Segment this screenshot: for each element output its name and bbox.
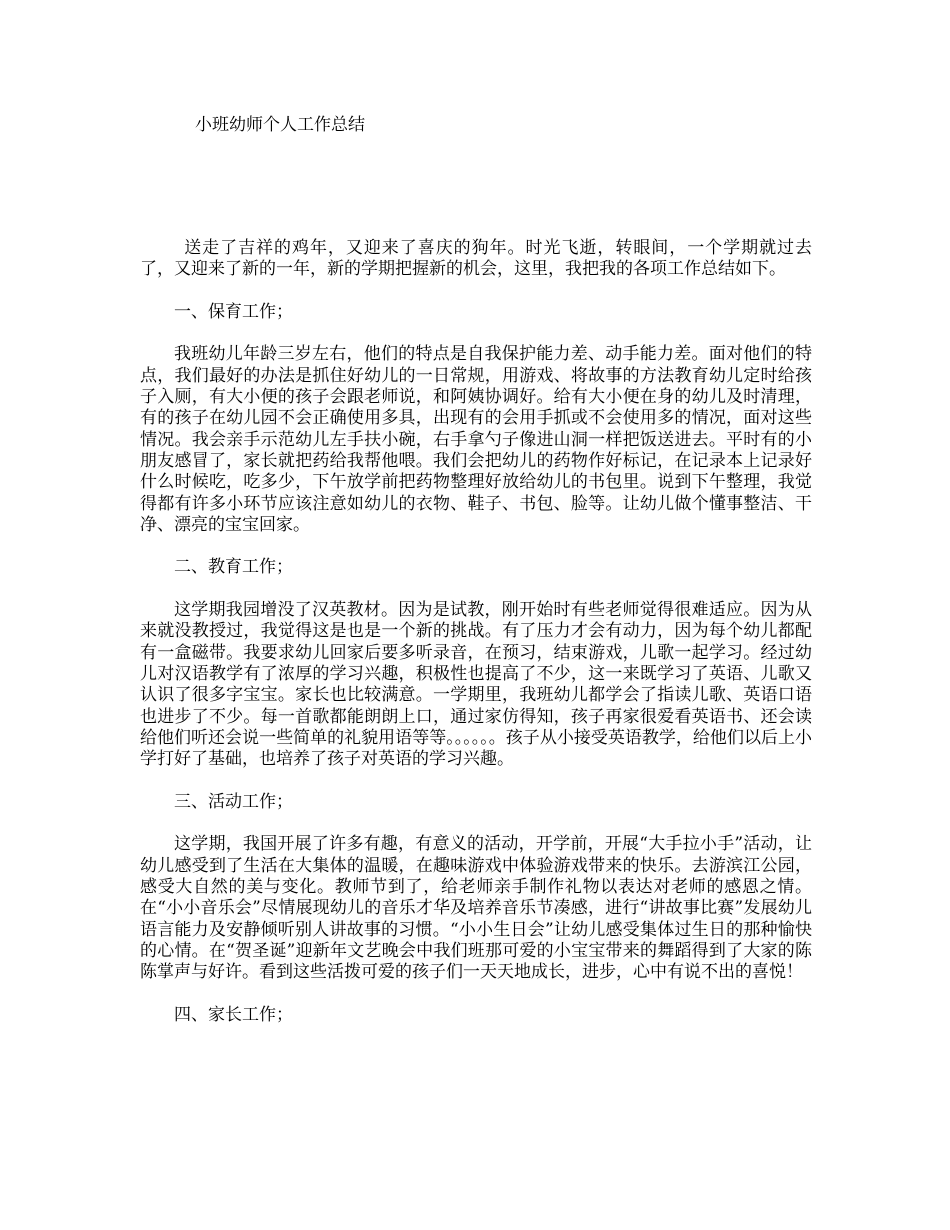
section-body-activities: 这学期，我国开展了许多有趣，有意义的活动，开学前，开展“大手拉小手”活动，让幼儿感受到了生活在大集体的温暖，在趣味游戏中体验游戏带来的快乐。去游滨江公园，感受大自然的美与变化。教师节到了，给老师亲手制作礼物以表达对老师的感恩之情。在“小小音乐会”尽情展现幼儿的音乐才华及培养音乐节凑感，进行“讲故事比赛”发展幼儿语言能力及安静倾听别人讲故事的习惯。“小小生日会”让幼儿感受集体过生日的那种愉快的心情。在“贺圣诞”迎新年文艺晚会中我们班那可爱的小宝宝带来的舞蹈得到了大家的陈陈掌声与好许。看到这些活拨可爱的孩子们一天天地成长，进步，心中有说不出的喜悦！	[140, 834, 812, 983]
section-heading-activities: 三、活动工作；	[174, 791, 293, 812]
section-heading-education: 二、教育工作；	[174, 557, 293, 578]
section-body-childcare: 我班幼儿年龄三岁左右，他们的特点是自我保护能力差、动手能力差。面对他们的特点，我们最好的办法是抓住好幼儿的一日常规，用游戏、将故事的方法教育幼儿定时给孩子入厕，有大小便的孩子会跟老师说，和阿姨协调好。给有大小便在身的幼儿及时清理，有的孩子在幼儿园不会正确使用多具，出现有的会用手抓或不会使用多的情况，面对这些情况。我会亲手示范幼儿左手扶小碗，右手拿勺子像进山洞一样把饭送进去。平时有的小朋友感冒了，家长就把药给我帮他喂。我们会把幼儿的药物作好标记，在记录本上记录好什么时候吃，吃多少，下午放学前把药物整理好放给幼儿的书包里。说到下午整理，我觉得都有许多小环节应该注意如幼儿的衣物、鞋子、书包、脸等。让幼儿做个懂事整洁、干净、漂亮的宝宝回家。	[140, 344, 812, 535]
page-title: 小班幼师个人工作总结	[195, 115, 365, 135]
section-heading-childcare: 一、保育工作；	[174, 301, 293, 322]
section-heading-parents: 四、家长工作；	[174, 1004, 293, 1025]
section-body-education: 这学期我园增没了汉英教材。因为是试教，刚开始时有些老师觉得很难适应。因为从来就没教授过，我觉得这是也是一个新的挑战。有了压力才会有动力，因为每个幼儿都配有一盒磁带。我要求幼儿回家后要多听录音，在预习，结束游戏，儿歌一起学习。经过幼儿对汉语教学有了浓厚的学习兴趣，积极性也提高了不少，这一来既学习了英语、儿歌又认识了很多字宝宝。家长也比较满意。一学期里，我班幼儿都学会了指读儿歌、英语口语也进步了不少。每一首歌都能朗朗上口，通过家仿得知，孩子再家很爱看英语书、还会读给他们听还会说一些简单的礼貌用语等等。。。。。。孩子从小接受英语教学，给他们以后上小学打好了基础，也培养了孩子对英语的学习兴趣。	[140, 600, 812, 770]
intro-paragraph: 送走了吉祥的鸡年，又迎来了喜庆的狗年。时光飞逝，转眼间，一个学期就过去了，又迎来了新的一年，新的学期把握新的机会，这里，我把我的各项工作总结如下。	[140, 238, 812, 280]
document-body	[140, 238, 812, 1047]
